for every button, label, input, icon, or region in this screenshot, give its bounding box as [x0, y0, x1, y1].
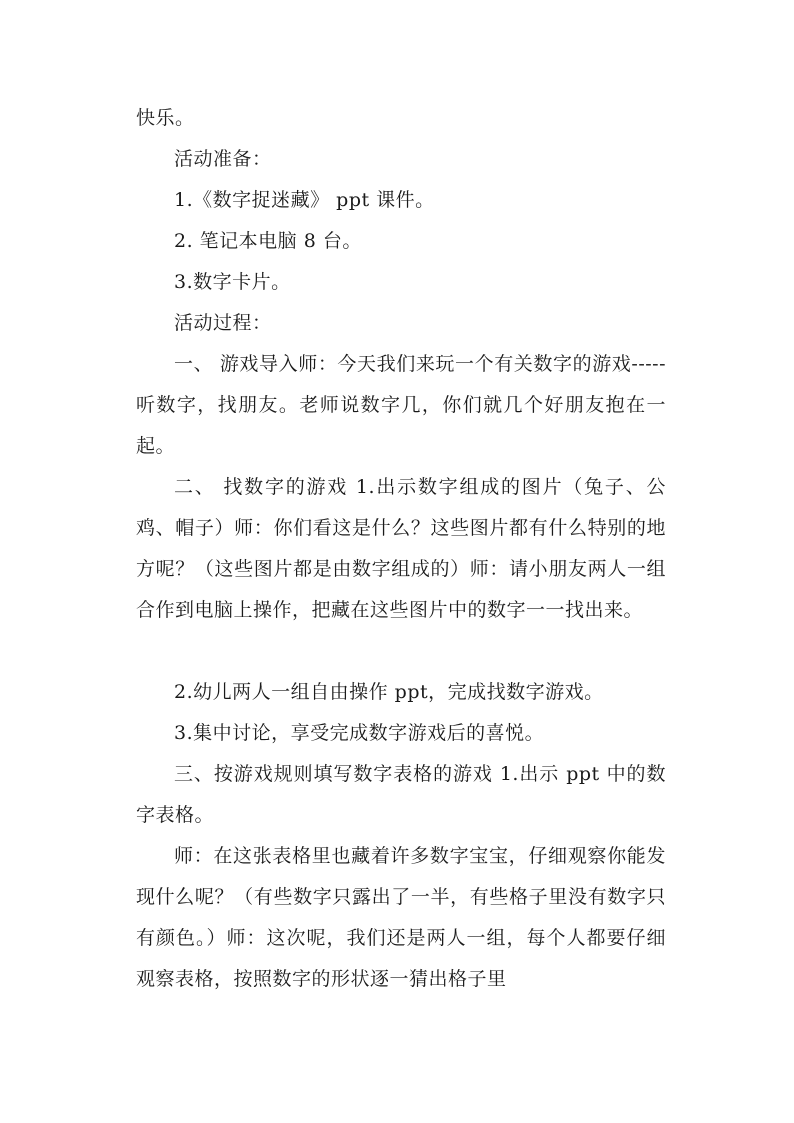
heading-activity-preparation: 活动准备： — [174, 148, 272, 170]
process-step-2-item-2: 2.幼儿两人一组自由操作 ppt，完成找数字游戏。 — [174, 681, 604, 703]
preparation-item-1: 1.《数字捉迷藏》 ppt 课件。 — [174, 189, 435, 211]
process-step-2: 二、 找数字的游戏 1.出示数字组成的图片（兔子、公鸡、帽子）师：你们看这是什么？这些图片都有什么特别的地方呢？（这些图片都是由数字组成的）师：请小朋友两人一组合作到电脑上操作，把藏在这些图片中的数字一一找出来。 — [136, 476, 666, 621]
process-step-3: 三、按游戏规则填写数字表格的游戏 1.出示 ppt 中的数字表格。 — [136, 763, 666, 826]
process-step-3-dialogue: 师：在这张表格里也藏着许多数字宝宝，仔细观察你能发现什么呢？（有些数字只露出了一半，有些格子里没有数字只有颜色。）师：这次呢，我们还是两人一组，每个人都要仔细观察表格，按照数字的形状逐一猜出格子里 — [136, 845, 666, 990]
heading-activity-process: 活动过程： — [174, 312, 272, 334]
paragraph-continuation: 快乐。 — [136, 107, 195, 129]
preparation-item-3: 3.数字卡片。 — [174, 271, 291, 293]
preparation-item-2: 2. 笔记本电脑 8 台。 — [174, 230, 362, 252]
process-step-1: 一、 游戏导入师：今天我们来玩一个有关数字的游戏-----听数字，找朋友。老师说数字几，你们就几个好朋友抱在一起。 — [136, 353, 666, 457]
process-step-2-item-3: 3.集中讨论，享受完成数字游戏后的喜悦。 — [174, 722, 545, 744]
